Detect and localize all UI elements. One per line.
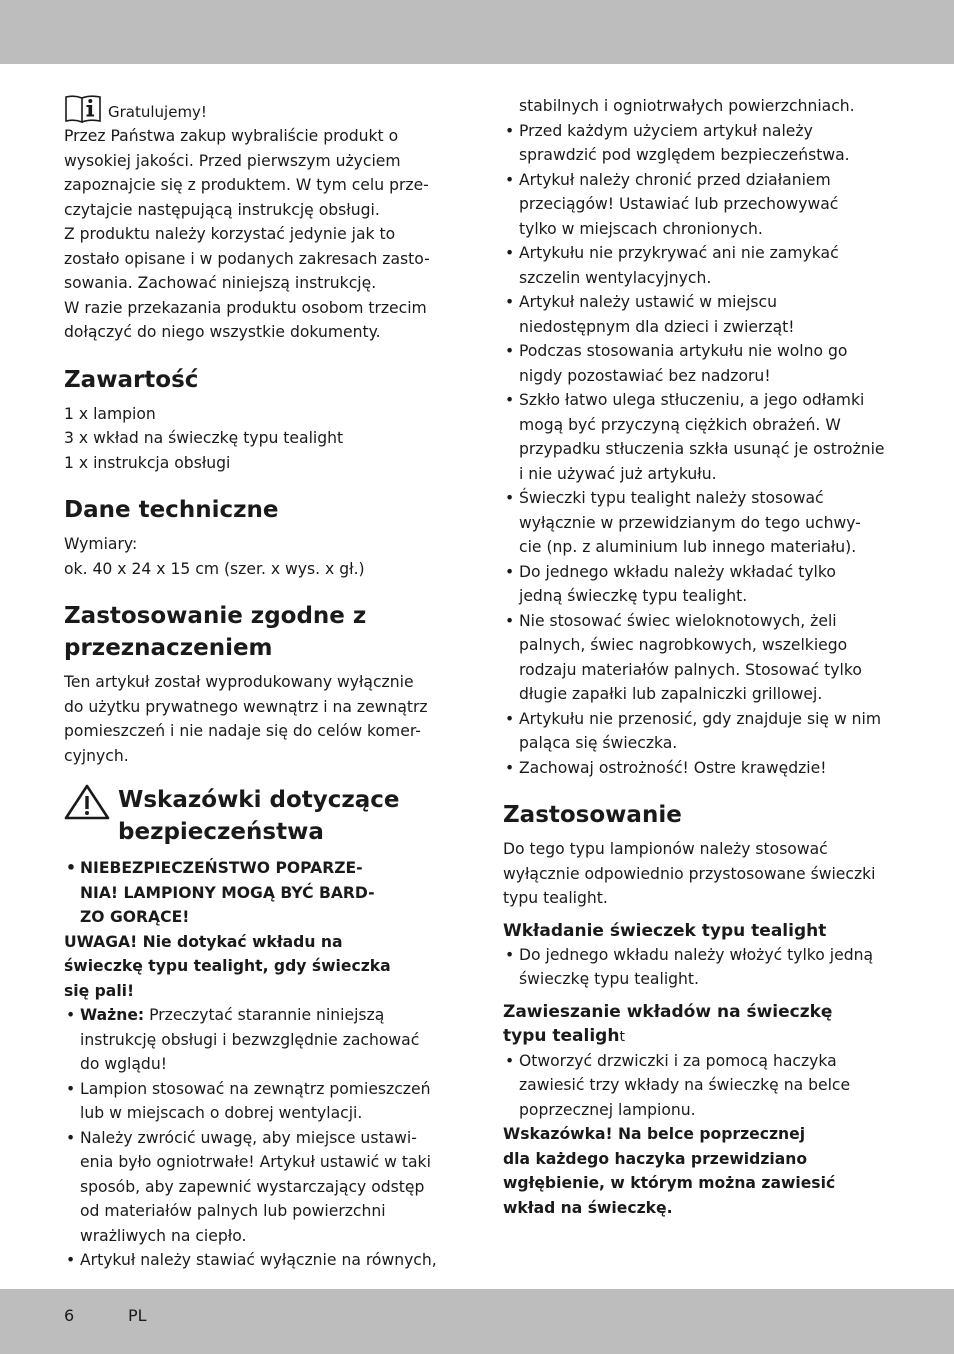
hang-line: poprzecznej lampionu. <box>519 1100 696 1119</box>
caution-line: UWAGA! Nie dotykać wkładu na <box>64 932 343 951</box>
safety-heading: Wskazówki dotyczące bezpieczeństwa <box>118 787 400 845</box>
safety-line: cie (np. z aluminium lub innego materiału). <box>519 538 857 556</box>
important-label: Ważne: <box>80 1006 145 1024</box>
hint-line: dla każdego haczyka przewidziano <box>503 1149 808 1168</box>
intended-use-line: Ten artykuł został wyprodukowany wyłącznie <box>64 673 414 691</box>
danger-warning <box>64 856 448 930</box>
important-item <box>64 1003 448 1077</box>
language-code: PL <box>128 1306 147 1325</box>
safety-line: rodzaju materiałów palnych. Stosować tylko <box>519 660 862 679</box>
safety-line: Artykułu nie przykrywać ani nie zamykać <box>519 244 839 262</box>
danger-line: NIEBEZPIECZEŃSTWO POPARZE- <box>80 859 363 877</box>
intro-line: zapoznajcie się z produktem. W tym celu prze- <box>64 176 429 194</box>
safety-item <box>503 707 895 756</box>
safety-line: niedostępnym dla dzieci i zwierząt! <box>519 317 795 336</box>
safety-list <box>64 856 448 930</box>
safety-item <box>503 756 895 781</box>
intended-use-line: pomieszczeń i nie nadaje się do celów komer- <box>64 722 421 740</box>
insert-list <box>503 943 895 992</box>
hint-line: wkład na świeczkę. <box>503 1198 673 1217</box>
caution-line: świeczkę typu tealight, gdy świeczka <box>64 957 391 975</box>
warning-triangle-icon <box>64 784 110 820</box>
intro-line: Przez Państwa zakup wybraliście produkt o <box>64 127 399 145</box>
safety-line: i nie używać już artykułu. <box>519 464 717 483</box>
hang-list <box>503 1049 895 1123</box>
safety-item <box>503 609 895 707</box>
contents-item: 1 x instrukcja obsługi <box>64 453 231 472</box>
important-line: instrukcję obsługi i bezwzględnie zachować <box>80 1030 420 1049</box>
usage-line: wyłącznie odpowiednio przystosowane świeczki <box>503 864 876 883</box>
contents-item: 1 x lampion <box>64 404 156 423</box>
safety-line: mogą być przyczyną ciężkich obrażeń. W <box>519 415 841 434</box>
greeting-row <box>64 94 448 124</box>
contents-heading: Zawartość <box>64 366 199 393</box>
hang-heading <box>503 1000 895 1049</box>
intended-use-line: cyjnych. <box>64 746 129 765</box>
safety-line: tylko w miejscach chronionych. <box>519 219 763 238</box>
safety-line: Artykułu nie przenosić, gdy znajduje się w nim <box>519 709 882 728</box>
safety-line: przypadku stłuczenia szkła usunąć je ostrożnie <box>519 440 885 458</box>
intro-line: wysokiej jakości. Przed pierwszym użyciem <box>64 151 401 170</box>
safety-heading-row <box>64 784 448 848</box>
safety-line: palnych, świec nagrobkowych, wszelkiego <box>519 636 848 654</box>
safety-line: Szkło łatwo ulega stłuczeniu, a jego odłamki <box>519 391 865 409</box>
usage-heading: Zastosowanie <box>503 802 682 828</box>
safety-item <box>503 290 895 339</box>
hang-item <box>503 1049 895 1123</box>
safety-line: Podczas stosowania artykułu nie wolno go <box>519 342 848 360</box>
safety-line: enia było ogniotrwałe! Artykuł ustawić w taki <box>80 1153 431 1171</box>
hang-heading-tail: t <box>619 1028 625 1045</box>
safety-item <box>503 486 895 560</box>
safety-line: Nie stosować świec wieloknotowych, żeli <box>519 611 837 630</box>
page-number: 6 <box>64 1306 75 1325</box>
intro-line: sowania. Zachować niniejszą instrukcję. <box>64 274 377 292</box>
insert-heading: Wkładanie świeczek typu tealight <box>503 920 827 941</box>
left-column <box>64 94 448 1273</box>
intro-line: dołączyć do niego wszystkie dokumenty. <box>64 323 381 341</box>
hint-line: wgłębienie, w którym można zawiesić <box>503 1174 836 1192</box>
insert-line: świeczkę typu tealight. <box>519 970 700 988</box>
intro-line: W razie przekazania produktu osobom trzecim <box>64 298 427 317</box>
danger-line: NIA! LAMPIONY MOGĄ BYĆ BARD- <box>80 883 375 902</box>
safety-bullets-continued <box>503 119 895 781</box>
safety-line: Należy zwrócić uwagę, aby miejsce ustawi- <box>80 1128 417 1147</box>
safety-item <box>503 241 895 290</box>
intro-line: Z produktu należy korzystać jedynie jak to <box>64 225 396 243</box>
hang-line: Otworzyć drzwiczki i za pomocą haczyka <box>519 1051 837 1070</box>
safety-line: lub w miejscach o dobrej wentylacji. <box>80 1104 363 1122</box>
safety-line: Do jednego wkładu należy wkładać tylko <box>519 562 836 581</box>
info-book-icon <box>64 94 102 124</box>
hang-line: zawiesić trzy wkłady na świeczkę na belce <box>519 1076 851 1094</box>
safety-line: wyłącznie w przewidzianym do tego uchwy- <box>519 513 861 532</box>
safety-line: nigdy pozostawiać bez nadzoru! <box>519 366 771 385</box>
safety-line: Artykuł należy ustawić w miejscu <box>519 293 778 311</box>
intro-line: czytajcie następującą instrukcję obsługi. <box>64 200 380 219</box>
safety-line: od materiałów palnych lub powierzchni <box>80 1202 386 1220</box>
usage-line: Do tego typu lampionów należy stosować <box>503 840 828 858</box>
safety-line: Zachowaj ostrożność! Ostre krawędzie! <box>519 758 827 777</box>
safety-item <box>503 168 895 242</box>
safety-line: Przed każdym użyciem artykuł należy <box>519 121 813 140</box>
safety-line: Artykuł należy chronić przed działaniem <box>519 170 831 189</box>
top-band <box>0 0 954 64</box>
safety-line: Lampion stosować na zewnątrz pomieszczeń <box>80 1079 431 1098</box>
safety-item <box>64 1126 448 1249</box>
safety-line: sposób, aby zapewnić wystarczający odstęp <box>80 1177 425 1196</box>
safety-item <box>503 560 895 609</box>
safety-line: sprawdzić pod względem bezpieczeństwa. <box>519 146 850 164</box>
safety-item <box>64 1077 448 1126</box>
safety-item <box>503 339 895 388</box>
continued-line: stabilnych i ogniotrwałych powierzchniach. <box>519 97 855 115</box>
safety-item <box>503 119 895 168</box>
tech-line: ok. 40 x 24 x 15 cm (szer. x wys. x gł.) <box>64 559 365 578</box>
safety-line: Świeczki typu tealight należy stosować <box>519 489 824 507</box>
hang-heading-line: Zawieszanie wkładów na świeczkę <box>503 1001 833 1022</box>
danger-line: ZO GORĄCE! <box>80 908 190 926</box>
safety-line: długie zapałki lub zapalniczki grillowej. <box>519 685 823 703</box>
intro-line: zostało opisane i w podanych zakresach zasto- <box>64 249 430 268</box>
insert-item <box>503 943 895 992</box>
intended-use-heading: Zastosowanie zgodne z przeznaczeniem <box>64 603 367 661</box>
important-line: do wglądu! <box>80 1055 167 1073</box>
safety-line: szczelin wentylacyjnych. <box>519 268 712 287</box>
safety-item <box>64 1248 448 1273</box>
safety-line: jedną świeczkę typu tealight. <box>519 587 748 605</box>
safety-item <box>503 388 895 486</box>
usage-line: typu tealight. <box>503 889 608 907</box>
safety-line: Artykuł należy stawiać wyłącznie na równych, <box>80 1251 437 1269</box>
important-line: Przeczytać starannie niniejszą <box>149 1006 385 1024</box>
tech-heading: Dane techniczne <box>64 497 279 523</box>
safety-line: przeciągów! Ustawiać lub przechowywać <box>519 195 839 213</box>
hint-line: Wskazówka! Na belce poprzecznej <box>503 1125 806 1143</box>
insert-line: Do jednego wkładu należy włożyć tylko jedną <box>519 945 874 964</box>
right-column <box>503 94 895 1220</box>
greeting: Gratulujemy! <box>108 102 207 121</box>
caution-line: się pali! <box>64 981 135 1000</box>
safety-bullets <box>64 1003 448 1273</box>
tech-line: Wymiary: <box>64 535 138 553</box>
intended-use-line: do użytku prywatnego wewnątrz i na zewnątrz <box>64 697 428 716</box>
contents-item: 3 x wkład na świeczkę typu tealight <box>64 429 344 447</box>
hang-heading-line: typu tealigh <box>503 1025 620 1046</box>
safety-line: wrażliwych na ciepło. <box>80 1226 247 1245</box>
safety-line: paląca się świeczka. <box>519 734 678 752</box>
